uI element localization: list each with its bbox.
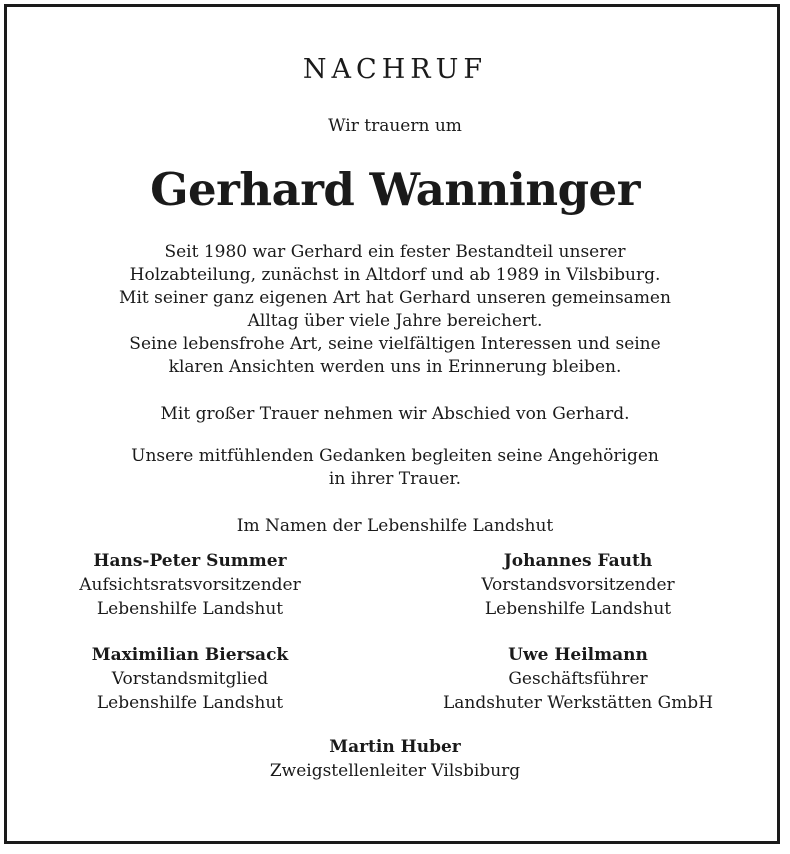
notice-heading: NACHRUF [302, 54, 488, 85]
signatory-role: Geschäftsführer [508, 669, 648, 689]
signatory-role: Vorstandsvorsitzender [481, 575, 675, 595]
signatory-block [40, 549, 340, 621]
deceased-name: Gerhard Wanninger [150, 163, 640, 216]
condolence-line: in ihrer Trauer. [328, 469, 462, 489]
signatory-role: Vorstandsmitglied [111, 669, 269, 689]
tribute-line: Alltag über viele Jahre bereichert. [247, 311, 543, 331]
signatory-block [423, 549, 733, 621]
notice-subheading: Wir trauern um [328, 116, 462, 136]
signatory-name: Johannes Fauth [503, 551, 653, 571]
signatory-name: Martin Huber [329, 737, 461, 757]
signoff-intro: Im Namen der Lebenshilfe Landshut [236, 516, 554, 536]
tribute-line: klaren Ansichten werden uns in Erinnerung bleiben. [168, 357, 622, 377]
tribute-paragraph [0, 241, 790, 379]
tribute-line: Holzabteilung, zunächst in Altdorf und ab 1989 in Vilsbiburg. [129, 265, 661, 285]
signatory-name: Hans-Peter Summer [93, 551, 287, 571]
tribute-line: Seit 1980 war Gerhard ein fester Bestandteil unserer [164, 242, 626, 262]
signatory-org: Landshuter Werkstätten GmbH [442, 693, 714, 713]
signatory-block [195, 735, 595, 783]
signatory-role: Aufsichtsratsvorsitzender [79, 575, 301, 595]
signatory-org: Lebenshilfe Landshut [484, 599, 672, 619]
tribute-line: Seine lebensfrohe Art, seine vielfältigen Interessen und seine [129, 334, 661, 354]
tribute-line: Mit seiner ganz eigenen Art hat Gerhard unseren gemeinsamen [119, 288, 671, 308]
condolence-paragraph [0, 445, 790, 491]
signatory-org: Lebenshilfe Landshut [96, 599, 284, 619]
signatory-role: Zweigstellenleiter Vilsbiburg [269, 761, 521, 781]
signatory-name: Maximilian Biersack [91, 645, 289, 665]
signatory-block [423, 643, 733, 715]
farewell-line: Mit großer Trauer nehmen wir Abschied von Gerhard. [160, 404, 630, 424]
signatory-block [40, 643, 340, 715]
signatory-org: Lebenshilfe Landshut [96, 693, 284, 713]
condolence-line: Unsere mitfühlenden Gedanken begleiten seine Angehörigen [131, 446, 659, 466]
signatory-name: Uwe Heilmann [508, 645, 648, 665]
